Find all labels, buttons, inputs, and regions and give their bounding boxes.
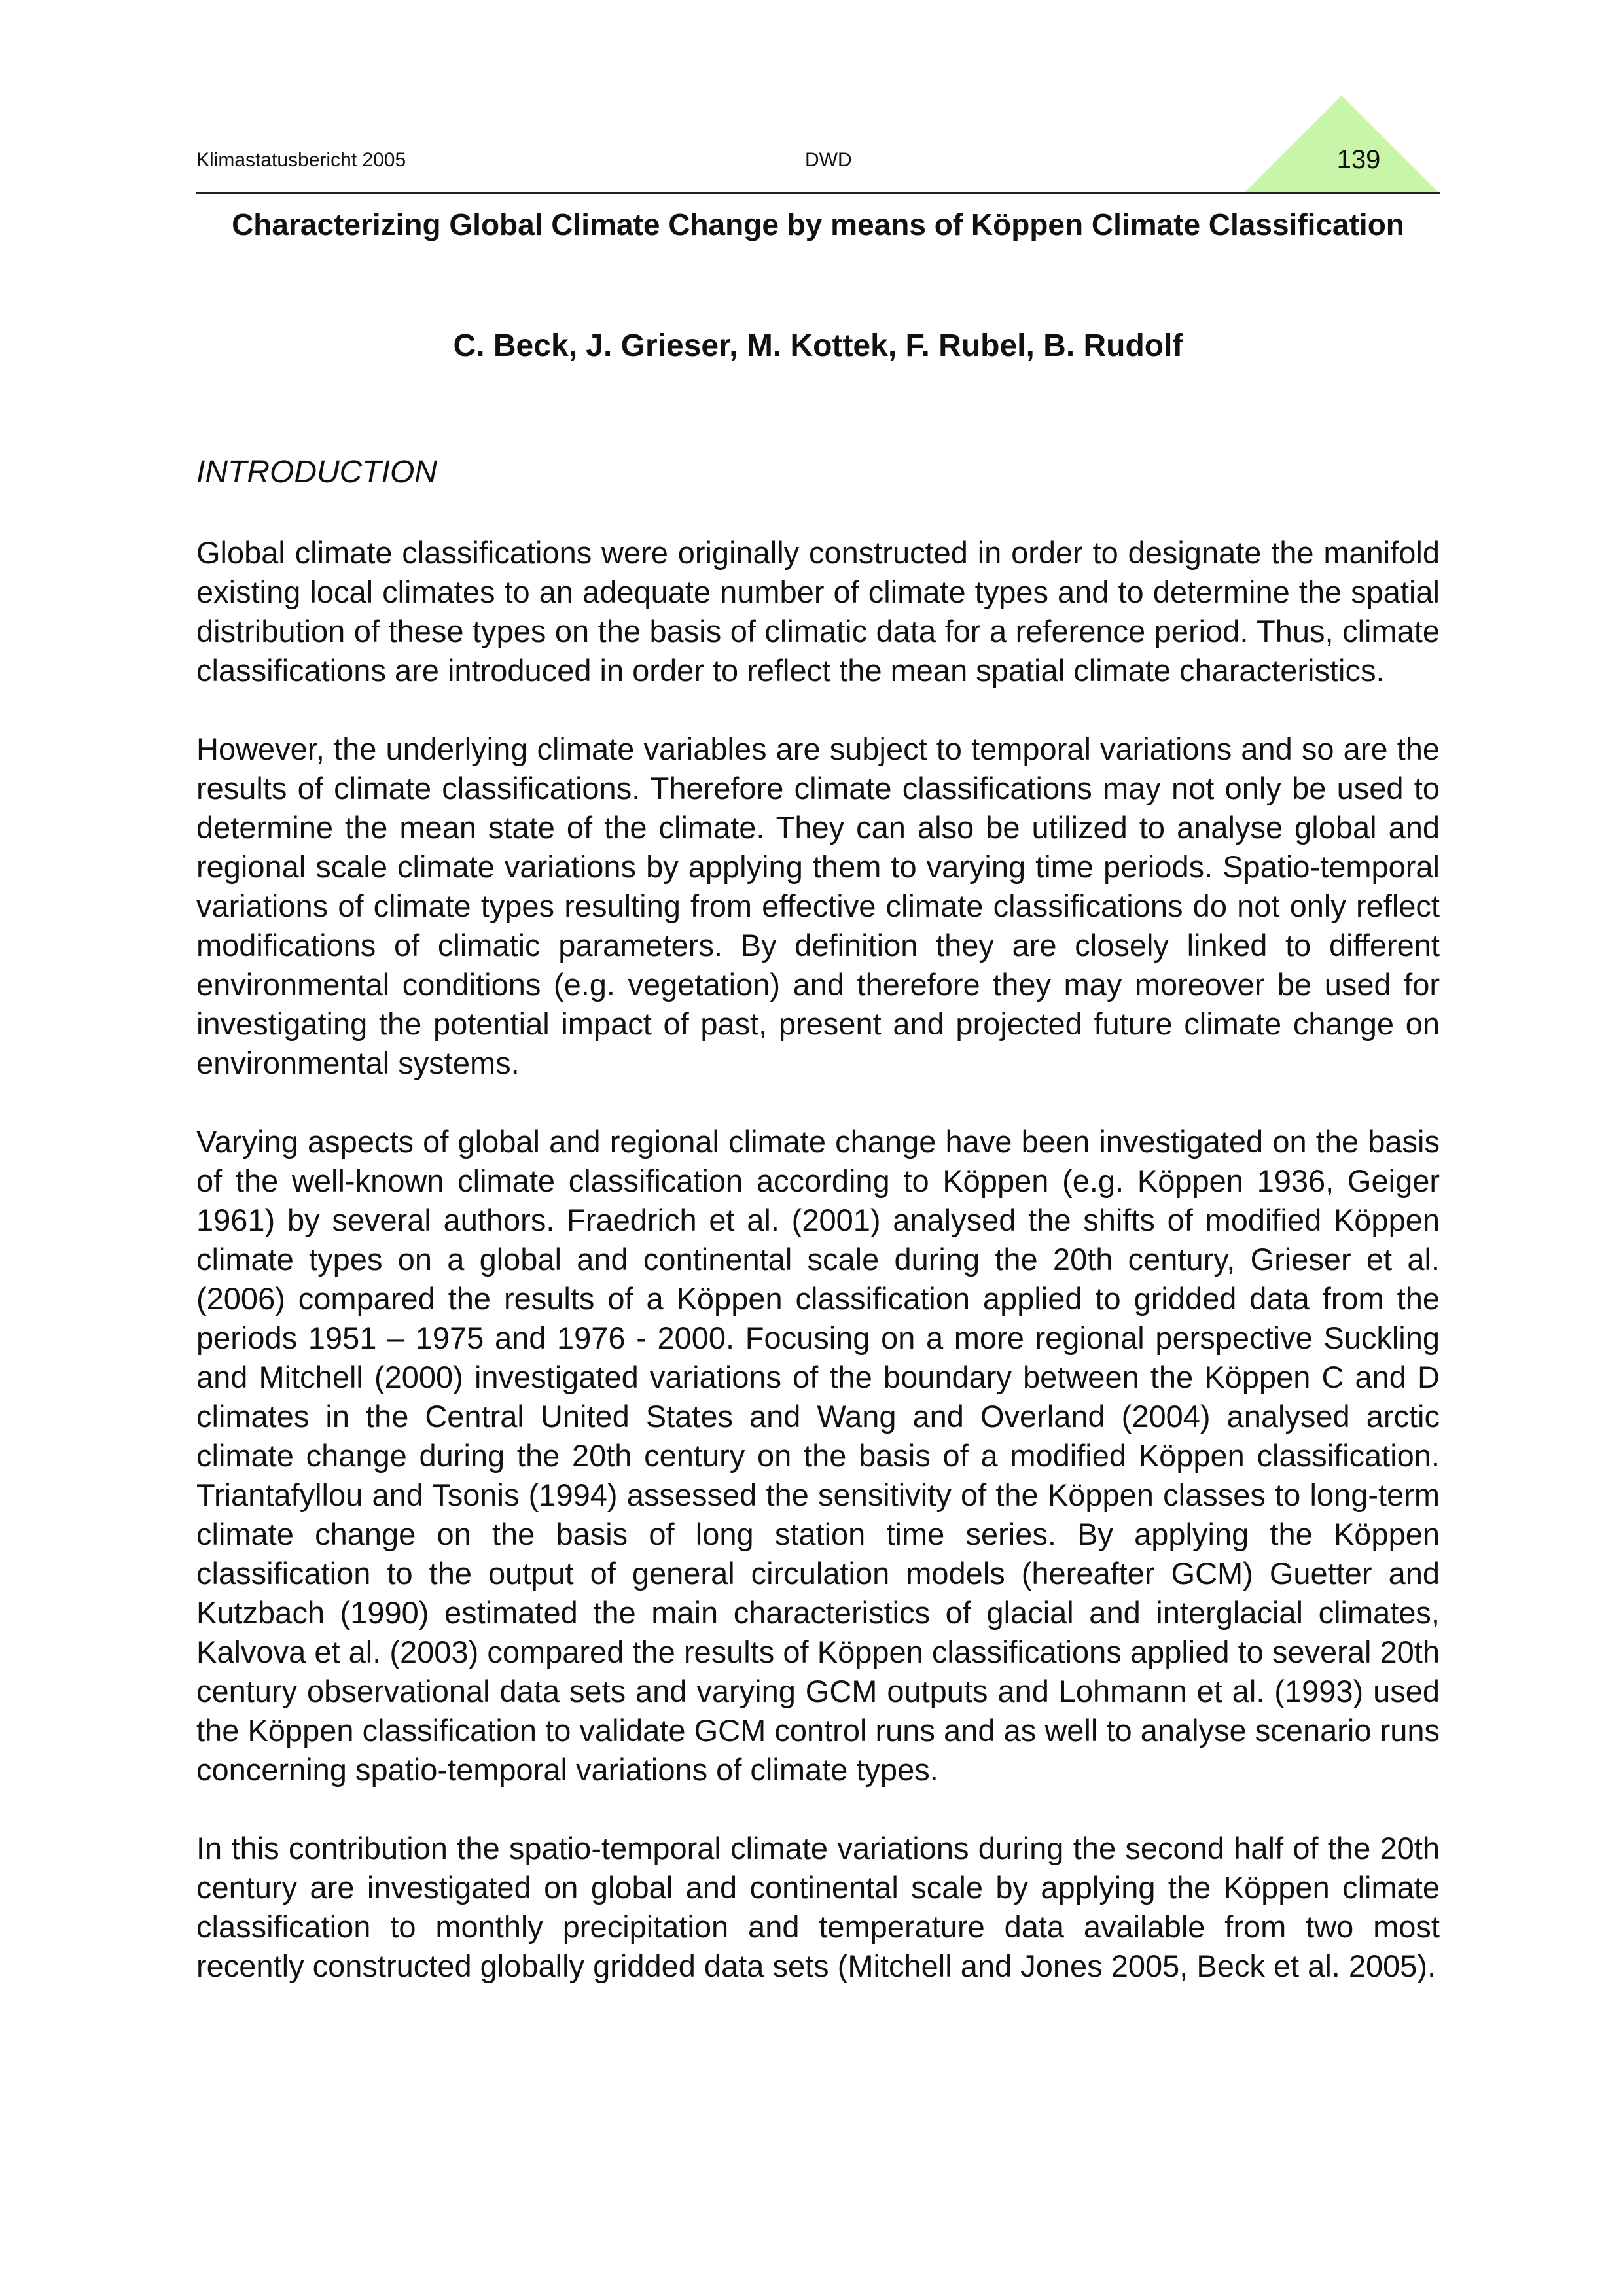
body-text <box>196 533 1440 2025</box>
paragraph: Global climate classifications were originally constructed in order to designate the manifold existing local climates to an adequate number of climate types and to determine the spatial distribution of these types on the basis of climatic data for a reference period. Thus, climate classifications are introduced in order to reflect the mean spatial climate characteristics. <box>196 535 1440 688</box>
paper-title: Characterizing Global Climate Change by means of Köppen Climate Classification <box>232 207 1404 241</box>
section-heading: INTRODUCTION <box>196 455 437 489</box>
paragraph: In this contribution the spatio-temporal climate variations during the second half of the 20th century are investigated on global and continental scale by applying the Köppen climate classification to monthly precipitation and temperature data available from two most recently constructed globally gridded data sets (Mitchell and Jones 2005, Beck et al. 2005). <box>196 1831 1440 1983</box>
page-number: 139 <box>1336 145 1381 174</box>
paragraph: However, the underlying climate variables are subject to temporal variations and so are the results of climate classifications. Therefore climate classifications may not only be used to determine the mean state of the climate. They can also be utilized to analyse global and regional scale climate variations by applying them to varying time periods. Spatio-temporal variations of climate types resulting from effective climate classifications do not only reflect modifications of climatic parameters. By definition they are closely linked to different environmental conditions (e.g. vegetation) and therefore they may moreover be used for investigating the potential impact of past, present and projected future climate change on environmental systems. <box>196 732 1440 1080</box>
page-number-triangle-icon <box>1243 96 1440 194</box>
paragraph: Varying aspects of global and regional climate change have been investigated on the basis of the well-known climate classification according to Köppen (e.g. Köppen 1936, Geiger 1961) by several authors. Fraedrich et al. (2001) analysed the shifts of modified Köppen climate types on a global and continental scale during the 20th century, Grieser et al. (2006) compared the results of a Köppen classification applied to gridded data from the periods 1951 – 1975 and 1976 - 2000. Focusing on a more regional perspective Suckling and Mitchell (2000) investigated variations of the boundary between the Köppen C and D climates in the Central United States and Wang and Overland (2004) analysed arctic climate change during the 20th century on the basis of a modified Köppen classification. Triantafyllou and Tsonis (1994) assessed the sensitivity of the Köppen classes to long-term climate change on the basis of long station time series. By applying the Köppen classification to the output of general circulation models (hereafter GCM) Guetter and Kutzbach (1990) estimated the main characteristics of glacial and interglacial climates, Kalvova et al. (2003) compared the results of Köppen classifications applied to several 20th century observational data sets and varying GCM outputs and Lohmann et al. (1993) used the Köppen classification to validate GCM control runs and as well to analyse scenario runs concerning spatio-temporal variations of climate types. <box>196 1124 1440 1787</box>
page-header <box>196 92 1440 196</box>
header-divider <box>196 192 1440 194</box>
running-header-center: DWD <box>805 149 852 171</box>
running-header-left: Klimastatusbericht 2005 <box>196 149 406 171</box>
author-list: C. Beck, J. Grieser, M. Kottek, F. Rubel, B. Rudolf <box>453 328 1183 363</box>
